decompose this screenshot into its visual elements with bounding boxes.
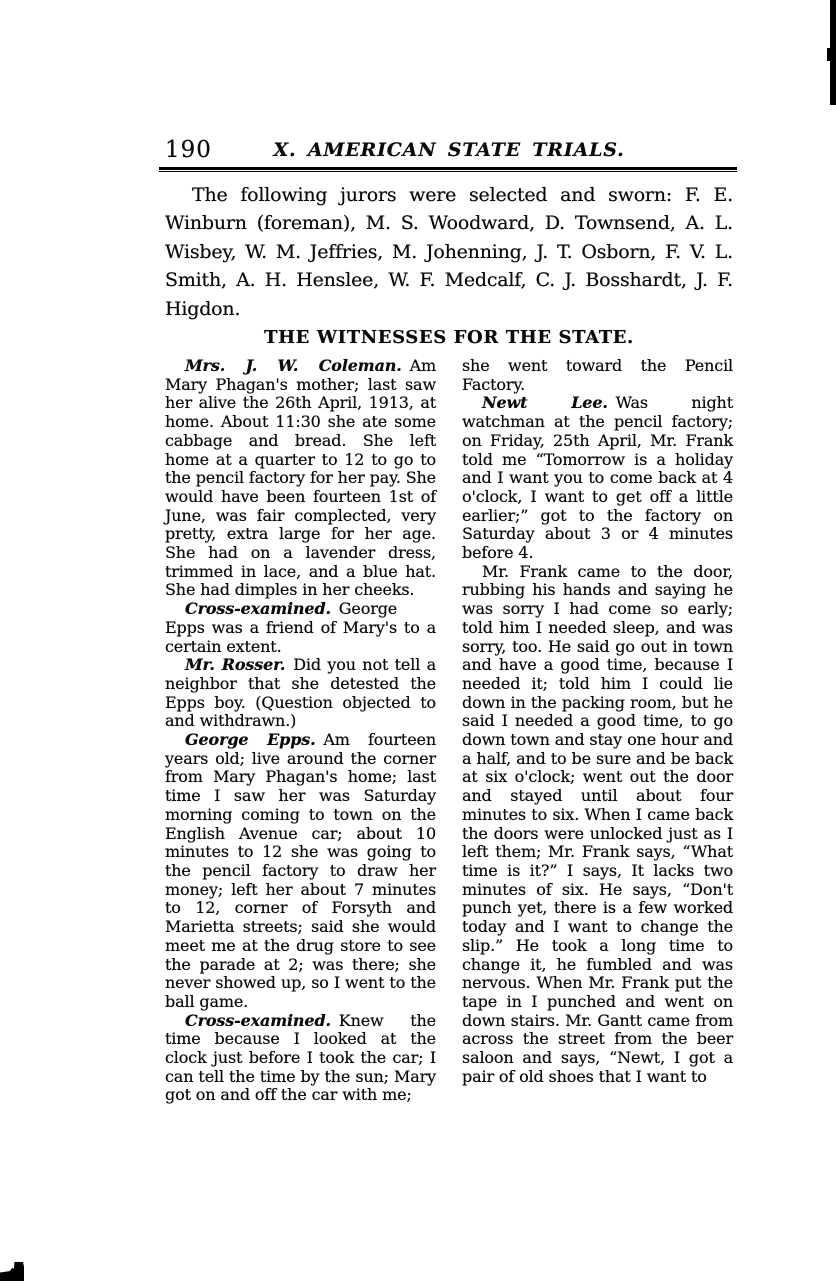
speaker-name: Cross-examined. <box>185 599 331 619</box>
right-column <box>462 357 733 1105</box>
testimony-paragraph: she went toward the Pencil Factory. <box>462 356 733 394</box>
testimony-paragraph: Cross-examined. George Epps was a friend of Mary's to a certain extent. <box>165 599 436 656</box>
jurors-paragraph: The following jurors were selected and sworn: F. E. Winburn (foreman), M. S. Woodward, D. Townsend, A. L. Wisbey, W. M. Jeffries, M. Johenning, J. T. Osborn, F. V. L. Smith, A. H. Henslee, W. F. Medcalf, C. J. Bosshardt, J. F. Higdon. <box>165 184 733 320</box>
speaker-name: Newt Lee. <box>482 393 608 413</box>
page-number: 190 <box>165 137 212 163</box>
speaker-name: Mrs. J. W. Coleman. <box>185 356 402 375</box>
section-heading: THE WITNESSES FOR THE STATE. <box>264 327 634 348</box>
testimony-paragraph: Mr. Rosser. Did you not tell a neighbor that she detested the Epps boy. (Question objected to and withdrawn.) <box>165 655 436 731</box>
testimony-paragraph: Cross-examined. Knew the time because I looked at the clock just before I took the car; I can tell the time by the sun; Mary got on and off the car with me; <box>165 1010 436 1105</box>
speaker-name: Cross-examined. <box>185 1010 331 1030</box>
testimony-paragraph: George Epps. Am fourteen years old; live around the corner from Mary Phagan's home; last time I saw her was Saturday morning coming to town on the English Avenue car; about 10 minutes to 12 she was going to the pencil factory to draw her money; left her about 7 minutes to 12, corner of Forsyth and Marietta streets; said she would meet me at the drug store to see the parade at 2; was there; she never showed up, so I went to the ball game. <box>165 730 436 1011</box>
speaker-name: Mr. Rosser. <box>185 655 286 675</box>
running-title: X. AMERICAN STATE TRIALS. <box>273 139 625 161</box>
page-header <box>165 136 733 164</box>
header-rule <box>159 167 737 171</box>
scan-artifact-bottom-left <box>0 1262 24 1281</box>
testimony-paragraph: Newt Lee. Was night watchman at the pencil factory; on Friday, 25th April, Mr. Frank told me “Tomorrow is a holiday and I want you to come back at 4 o'clock, I want to get off a little earlier;” got to the factory on Saturday about 3 or 4 minutes before 4. <box>462 393 733 563</box>
testimony-paragraph: Mr. Frank came to the door, rubbing his hands and saying he was sorry I had come so early; told him I needed sleep, and was sorry, too. He said go out in town and have a good time, because I needed it; told him I could lie down in the packing room, but he said I needed a good time, to go down town and stay one hour and a half, and to be sure and be back at six o'clock; went out the door and stayed until about four minutes to six. When I came back the doors were unlocked just as I left them; Mr. Frank says, “What time is it?” I says, It lacks two minutes of six. He says, “Don't punch yet, there is a few worked today and I want to change the slip.” He took a long time to change it, he fumbled and was nervous. When Mr. Frank put the tape in I punched and went on down stairs. Mr. Gantt came from across the street from the beer saloon and says, “Newt, I got a pair of old shoes that I want to <box>462 561 733 1086</box>
speaker-name: George Epps. <box>185 730 316 750</box>
scan-artifact-right-edge <box>830 0 836 105</box>
left-column <box>165 357 436 1105</box>
testimony-columns <box>165 357 733 1105</box>
testimony-paragraph: Mrs. J. W. Coleman. Am Mary Phagan's mother; last saw her alive the 26th April, 1913, at home. About 11:30 she ate some cabbage and bread. She left home at a quarter to 12 to go to the pencil factory for her pay. She would have been fourteen 1st of June, was fair complected, very pretty, extra large for her age. She had on a lavender dress, trimmed in lace, and a blue hat. She had dimples in her cheeks. <box>165 356 436 600</box>
